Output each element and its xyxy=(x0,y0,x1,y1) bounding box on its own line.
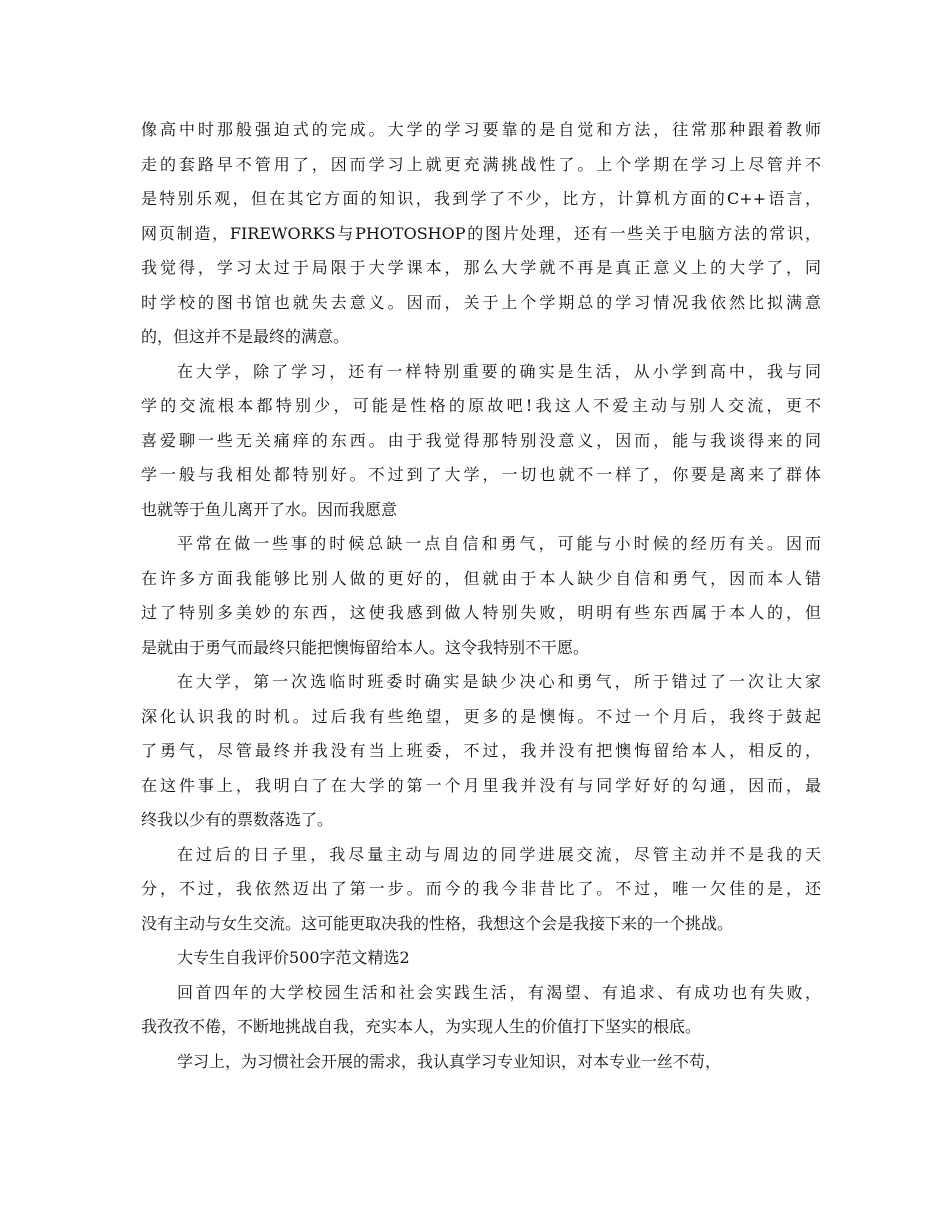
paragraph-first-line: 在大学，除了学习，还有一样特别重要的确实是生活，从小学到高中，我与同 xyxy=(177,361,821,381)
text-line: 分，不过，我依然迈出了第一步。而今的我今非昔比了。不过，唯一欠佳的是，还 xyxy=(141,879,821,898)
text-line: 时学校的图书馆也就失去意义。因而，关于上个学期总的学习情况我依然比拟满意 xyxy=(141,292,821,312)
paragraph-first-line: 学习上，为习惯社会开展的需求，我认真学习专业知识，对本专业一丝不苟， xyxy=(177,1051,722,1071)
text-line: 走的套路早不管用了，因而学习上就更充满挑战性了。上个学期在学习上尽管并不 xyxy=(141,154,821,174)
text-line: 在这件事上，我明白了在大学的第一个月里我并没有与同学好好的勾通，因而，最 xyxy=(141,775,821,795)
document-body xyxy=(141,113,821,1079)
paragraph-first-line: 平常在做一些事的时候总缺一点自信和勇气，可能与小时候的经历有关。因而 xyxy=(177,534,821,553)
text-line: 我觉得，学习太过于局限于大学课本，那么大学就不再是真正意义上的大学了，同 xyxy=(141,258,821,277)
text-line: 像高中时那般强迫式的完成。大学的学习要靠的是自觉和方法，往常那种跟着教师 xyxy=(141,120,821,139)
text-line: 也就等于鱼儿离开了水。因而我愿意 xyxy=(141,499,398,519)
text-line: 学的交流根本都特别少，可能是性格的原故吧!我这人不爱主动与别人交流，更不 xyxy=(141,396,821,415)
text-line: 的，但这并不是最终的满意。 xyxy=(141,327,350,346)
text-line: 喜爱聊一些无关痛痒的东西。由于我觉得那特别没意义，因而，能与我谈得来的同 xyxy=(141,430,821,450)
text-line: 深化认识我的时机。过后我有些绝望，更多的是懊悔。不过一个月后，我终于鼓起 xyxy=(141,706,821,726)
paragraph-first-line: 在过后的日子里，我尽量主动与周边的同学进展交流，尽管主动并不是我的天 xyxy=(177,844,821,864)
text-line: 是特别乐观，但在其它方面的知识，我到学了不少，比方，计算机方面的C++语言， xyxy=(141,189,821,208)
text-line: 是就由于勇气而最终只能把懊悔留给本人。这令我特别不干愿。 xyxy=(141,637,590,657)
text-line: 网页制造，FIREWORKS与PHOTOSHOP的图片处理，还有一些关于电脑方法的常识， xyxy=(141,223,821,243)
text-line: 没有主动与女生交流。这可能更取决我的性格，我想这个会是我接下来的一个挑战。 xyxy=(141,913,734,933)
text-line: 终我以少有的票数落选了。 xyxy=(141,810,334,829)
text-line: 我孜孜不倦，不断地挑战自我，充实本人，为实现人生的价值打下坚实的根底。 xyxy=(141,1017,702,1036)
paragraph-first-line: 回首四年的大学校园生活和社会实践生活，有渴望、有追求、有成功也有失败， xyxy=(177,982,821,1002)
section-heading: 大专生自我评价500字范文精选2 xyxy=(177,948,410,967)
text-line: 在许多方面我能够比别人做的更好的，但就由于本人缺少自信和勇气，因而本人错 xyxy=(141,568,821,588)
paragraph-first-line: 在大学，第一次选临时班委时确实是缺少决心和勇气，所于错过了一次让大家 xyxy=(177,672,821,691)
text-line: 了勇气，尽管最终并我没有当上班委，不过，我并没有把懊悔留给本人，相反的， xyxy=(141,741,821,760)
text-line: 过了特别多美妙的东西，这使我感到做人特别失败，明明有些东西属于本人的，但 xyxy=(141,603,821,622)
text-line: 学一般与我相处都特别好。不过到了大学，一切也就不一样了，你要是离来了群体 xyxy=(141,465,821,484)
